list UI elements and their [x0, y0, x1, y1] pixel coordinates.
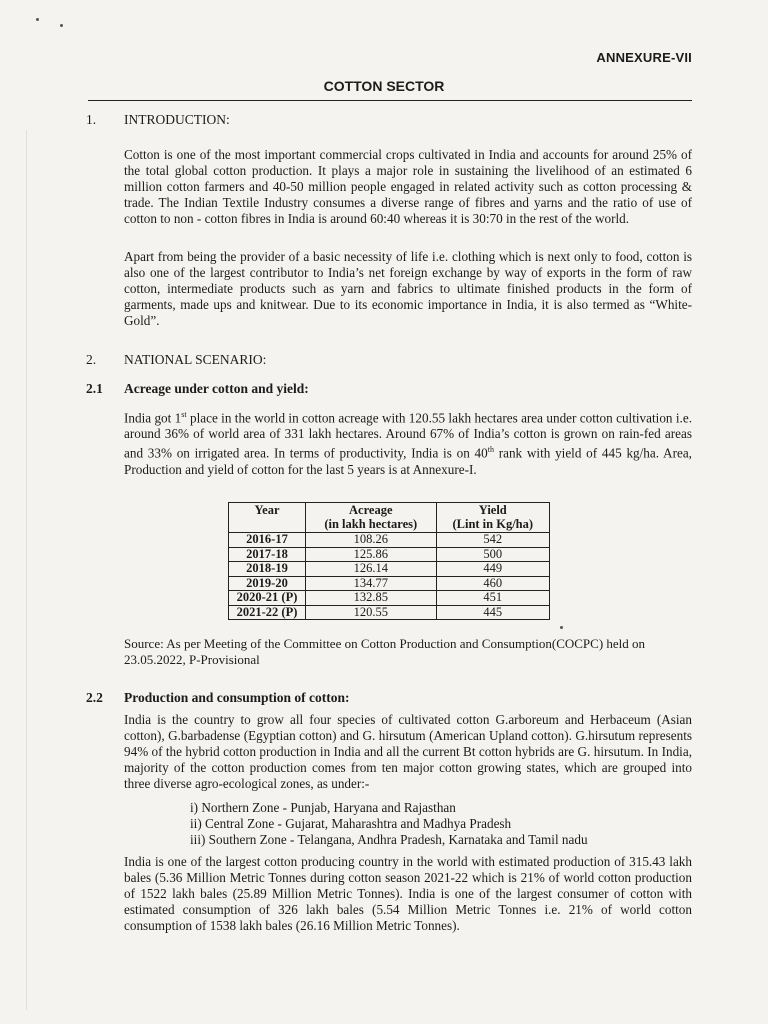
- production-paragraph-2: India is one of the largest cotton producing country in the world with estimated production of 315.43 lakh bales (5.36 Million Metric Tonnes during cotton season 2021-22 which is 21% of world cotton production of 1522 lakh bales (25.89 Million Metric Tonnes). India is one of the largest consumer of cotton with estimated consumption of 326 lakh bales (5.54 Million Metric Tonnes i.e. 21% of world cotton consumption of 1538 lakh bales (26.16 Million Metric Tonnes).: [124, 854, 692, 933]
- col-header-year: Year: [229, 503, 306, 533]
- zones-list: [190, 800, 588, 848]
- section-2-heading: NATIONAL SCENARIO:: [124, 352, 267, 367]
- table-cell-year: 2018-19: [229, 562, 306, 577]
- scan-edge-shadow: [26, 130, 27, 1010]
- table-row: [229, 591, 550, 606]
- table-source-note: Source: As per Meeting of the Committee on Cotton Production and Consumption(COCPC) held on 23.05.2022, P-Provisional: [124, 636, 646, 667]
- table-cell-yield: 451: [436, 591, 549, 606]
- list-item: ii) Central Zone - Gujarat, Maharashtra and Madhya Pradesh: [190, 816, 512, 831]
- table-row: [229, 533, 550, 548]
- table-cell-acreage: 134.77: [306, 576, 437, 591]
- table-cell-year: 2021-22 (P): [229, 605, 306, 620]
- section-2-number: 2.: [86, 352, 97, 367]
- production-paragraph-1: India is the country to grow all four species of cultivated cotton G.arboreum and Herbaceum (Asian cotton), G.barbadense (Egyptian cotton) and G. hirsutum (American Upland cotton). G.hirsutum represents 94% of the hybrid cotton production in India and all the current Bt cotton hybrids are G. hirsutum. In India, majority of the cotton production comes from ten major cotton growing states, which are grouped into three diverse agro-ecological zones, as under:-: [124, 712, 692, 791]
- table-cell-acreage: 126.14: [306, 562, 437, 577]
- acreage-paragraph: India got 1st place in the world in cotton acreage with 120.55 lakh hectares area under cotton cultivation i.e. around 36% of world area of 331 lakh hectares. Around 67% of India’s cotton is grown on rain-fed areas and 33% on irrigated area. In terms of productivity, India is on 40th rank with yield of 445 kg/ha. Area, Production and yield of cotton for the last 5 years is at Annexure-I.: [124, 410, 692, 477]
- section-1-number: 1.: [86, 112, 97, 127]
- scan-speck: [560, 626, 563, 629]
- table-row: [229, 547, 550, 562]
- table-cell-yield: 449: [436, 562, 549, 577]
- table-cell-yield: 500: [436, 547, 549, 562]
- table-cell-yield: 542: [436, 533, 549, 548]
- table-cell-year: 2019-20: [229, 576, 306, 591]
- section-2-2-heading: Production and consumption of cotton:: [124, 690, 350, 705]
- table-row: [229, 576, 550, 591]
- intro-paragraph-1: Cotton is one of the most important commercial crops cultivated in India and accounts for around 25% of the total global cotton production. It plays a major role in sustaining the livelihood of an estimated 6 million cotton farmers and 40-50 million people engaged in related activity such as cotton processing & trade. The Indian Textile Industry consumes a diverse range of fibres and yarns and the ratio of use of cotton to non - cotton fibres in India is around 60:40 whereas it is 30:70 in the rest of the world.: [124, 147, 692, 226]
- table-cell-year: 2017-18: [229, 547, 306, 562]
- scan-speck: [60, 24, 63, 27]
- table-cell-yield: 445: [436, 605, 549, 620]
- section-2-2-number: 2.2: [86, 690, 103, 705]
- table-cell-year: 2020-21 (P): [229, 591, 306, 606]
- section-2-1-number: 2.1: [86, 381, 103, 396]
- table-cell-year: 2016-17: [229, 533, 306, 548]
- list-item: i) Northern Zone - Punjab, Haryana and Rajasthan: [190, 800, 456, 815]
- section-2-1-heading: Acreage under cotton and yield:: [124, 381, 309, 396]
- table-cell-acreage: 120.55: [306, 605, 437, 620]
- table-row: [229, 605, 550, 620]
- annexure-label: ANNEXURE-VII: [596, 50, 692, 65]
- table-cell-acreage: 132.85: [306, 591, 437, 606]
- table-cell-acreage: 108.26: [306, 533, 437, 548]
- scan-speck: [36, 18, 39, 21]
- title-rule: [88, 100, 692, 101]
- col-header-yield: Yield (Lint in Kg/ha): [436, 503, 549, 533]
- table-row: [229, 562, 550, 577]
- page-title: COTTON SECTOR: [323, 78, 445, 94]
- table-cell-acreage: 125.86: [306, 547, 437, 562]
- acreage-yield-table: [228, 502, 550, 620]
- col-header-acreage: Acreage (in lakh hectares): [306, 503, 437, 533]
- intro-paragraph-2: Apart from being the provider of a basic necessity of life i.e. clothing which is next only to food, cotton is also one of the largest contributor to India’s net foreign exchange by way of exports in the form of raw cotton, intermediate products such as yarn and fabrics to ultimate finished products in the form of garments, made ups and knitwear. Due to its economic importance in India, it is also termed as “White-Gold”.: [124, 249, 692, 328]
- table-cell-yield: 460: [436, 576, 549, 591]
- list-item: iii) Southern Zone - Telangana, Andhra Pradesh, Karnataka and Tamil nadu: [190, 832, 588, 847]
- section-1-heading: INTRODUCTION:: [124, 112, 230, 127]
